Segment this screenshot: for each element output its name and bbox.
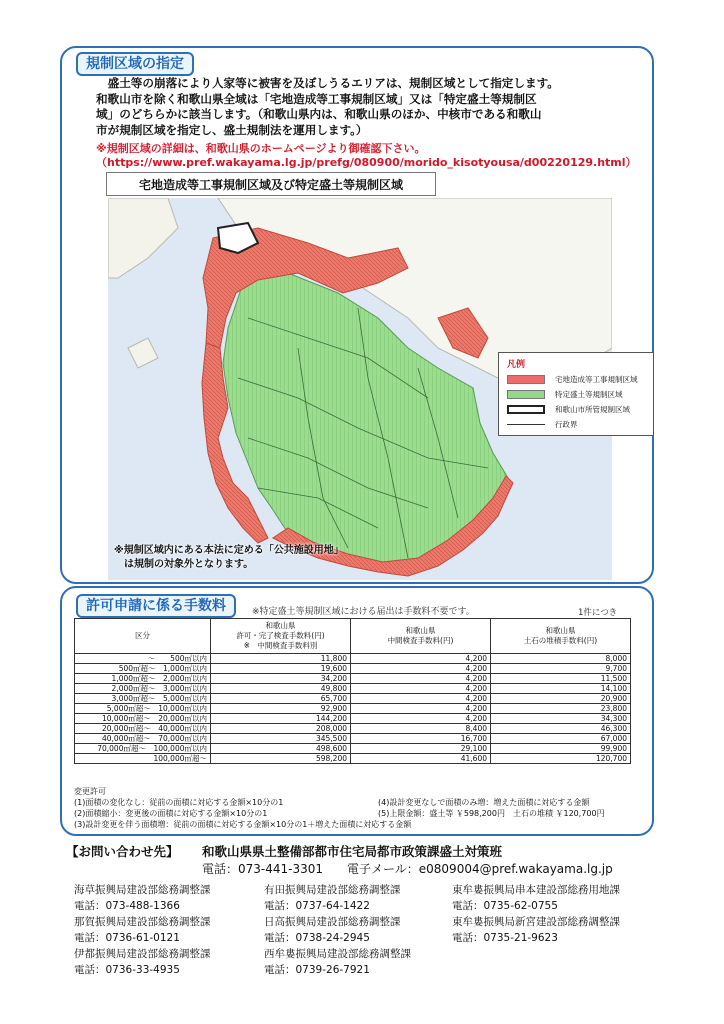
intro-text — [96, 76, 644, 138]
office-name: 那賀振興局建設部総務調整課 — [74, 916, 211, 928]
details-url[interactable]: （https://www.pref.wakayama.lg.jp/prefg/080900/morido_kisotyousa/d00220129.html） — [96, 156, 637, 169]
change-rule: (5)上限金額：盛土等 ￥598,200円 土石の堆積 ￥120,700円 — [378, 809, 605, 818]
office-tel: 電話：0736-61-0121 — [74, 932, 180, 944]
fee-soil-cell: 23,800 — [491, 704, 631, 714]
legend-label: 行政界 — [555, 419, 578, 429]
fee-interim-cell: 4,200 — [351, 654, 491, 664]
fee-soil-cell: 46,300 — [491, 724, 631, 734]
intro-line: 市が規制区域を指定し、盛土規制法を運用します。） — [96, 122, 368, 137]
fee-permit-cell: 49,800 — [211, 684, 351, 694]
office-tel: 電話：0737-64-1422 — [264, 900, 370, 912]
fee-table-row — [75, 724, 631, 734]
office-tel: 電話：0735-21-9623 — [452, 932, 558, 944]
intro-line: 域」のどちらかに該当します。（和歌山県内は、和歌山県のほか、中核市である和歌山 — [96, 107, 542, 121]
fee-soil-cell: 20,900 — [491, 694, 631, 704]
fee-range-cell: 100,000㎡超～ — [75, 754, 211, 764]
fee-table-row — [75, 684, 631, 694]
header-interim-fee: 和歌山県 中間検査手数料(円) — [351, 619, 491, 654]
contact-heading: 【お問い合わせ先】 — [66, 844, 179, 859]
office-column — [74, 882, 211, 978]
office-name: 有田振興局建設部総務調整課 — [264, 884, 401, 896]
map-note-line: ※規制区域内にある本法に定める「公共施設用地」 — [114, 545, 344, 556]
regulation-map — [108, 198, 638, 580]
office-tel: 電話：0739-26-7921 — [264, 964, 370, 976]
fee-soil-cell: 14,100 — [491, 684, 631, 694]
fee-permit-cell: 345,500 — [211, 734, 351, 744]
legend-item-residential — [507, 373, 638, 385]
fee-soil-cell: 8,000 — [491, 654, 631, 664]
header-soil-fee: 和歌山県 土石の堆積手数料(円) — [491, 619, 631, 654]
fee-permit-cell: 92,900 — [211, 704, 351, 714]
fee-permit-cell: 498,600 — [211, 744, 351, 754]
header-permit-fee: 和歌山県 許可・完了検査手数料(円) ※ 中間検査手数料別 — [211, 619, 351, 654]
fee-range-cell: 10,000㎡超～ 20,000㎡以内 — [75, 714, 211, 724]
fee-table-row — [75, 714, 631, 724]
map-note-line: は規制の対象外となります。 — [114, 559, 254, 570]
fee-range-cell: 3,000㎡超～ 5,000㎡以内 — [75, 694, 211, 704]
office-tel: 電話：0738-24-2945 — [264, 932, 370, 944]
office-name: 東牟婁振興局串本建設部総務用地課 — [452, 884, 620, 896]
fee-table-row — [75, 754, 631, 764]
fee-table-row — [75, 744, 631, 754]
fee-permit-cell: 19,600 — [211, 664, 351, 674]
legend-item-boundary — [507, 418, 578, 430]
change-permit-notes — [74, 786, 634, 830]
fee-soil-cell: 120,700 — [491, 754, 631, 764]
fee-permit-cell: 144,200 — [211, 714, 351, 724]
fee-permit-cell: 11,800 — [211, 654, 351, 664]
fee-interim-cell: 8,400 — [351, 724, 491, 734]
map-legend — [498, 352, 654, 436]
fee-interim-cell: 41,600 — [351, 754, 491, 764]
header-category: 区分 — [75, 619, 211, 654]
fee-interim-cell: 4,200 — [351, 674, 491, 684]
fee-table-row — [75, 654, 631, 664]
legend-item-wakayama-city — [507, 403, 630, 415]
fee-table-row — [75, 704, 631, 714]
legend-label: 特定盛土等規制区域 — [555, 389, 623, 399]
office-name: 日高振興局建設部総務調整課 — [264, 916, 401, 928]
change-rule: (2)面積縮小：変更後の面積に対応する金額×10分の1 — [74, 809, 268, 818]
fee-table-row — [75, 664, 631, 674]
legend-label: 和歌山市所管規制区域 — [555, 404, 630, 414]
contact-phone-email: 電話：073-441-3301 電子メール：e0809004@pref.wakayama.lg.jp — [202, 862, 613, 876]
per-case-label: 1件につき — [578, 608, 618, 618]
section-title-regulation: 規制区域の指定 — [76, 52, 194, 76]
office-column — [264, 882, 411, 978]
office-column — [452, 882, 620, 946]
fee-interim-cell: 4,200 — [351, 704, 491, 714]
office-tel: 電話：0735-62-0755 — [452, 900, 558, 912]
section-title-fees: 許可申請に係る手数料 — [76, 594, 236, 618]
fee-interim-cell: 4,200 — [351, 714, 491, 724]
fee-interim-cell: 16,700 — [351, 734, 491, 744]
office-tel: 電話：0736-33-4935 — [74, 964, 180, 976]
change-rule: (4)設計変更なしで面積のみ増：増えた面積に対応する金額 — [378, 798, 590, 807]
legend-swatch-red — [507, 375, 545, 384]
office-name: 西牟婁振興局建設部総務調整課 — [264, 948, 411, 960]
fee-interim-cell: 4,200 — [351, 684, 491, 694]
change-rule: (1)面積の変化なし：従前の面積に対応する金額×10分の1 — [74, 798, 284, 807]
legend-swatch-green — [507, 390, 545, 399]
map-title: 宅地造成等工事規制区域及び特定盛土等規制区域 — [106, 172, 436, 196]
office-name: 海草振興局建設部総務調整課 — [74, 884, 211, 896]
fee-range-cell: 500㎡超～ 1,000㎡以内 — [75, 664, 211, 674]
fee-range-cell: 2,000㎡超～ 3,000㎡以内 — [75, 684, 211, 694]
fee-panel — [60, 586, 654, 836]
legend-label: 宅地造成等工事規制区域 — [555, 374, 638, 384]
legend-swatch-line — [507, 424, 545, 425]
fee-interim-cell: 4,200 — [351, 664, 491, 674]
intro-line: 盛土等の崩落により人家等に被害を及ぼしうるエリアは、規制区域として指定します。 — [96, 76, 559, 90]
details-note-line: ※規制区域の詳細は、和歌山県のホームページより御確認下さい。 — [96, 142, 426, 155]
fee-table — [74, 618, 631, 764]
details-note — [96, 142, 637, 170]
fee-table-row — [75, 694, 631, 704]
intro-line: 和歌山市を除く和歌山県全域は「宅地造成等工事規制区域」又は「特定盛土等規制区 — [96, 91, 537, 106]
fee-interim-cell: 29,100 — [351, 744, 491, 754]
fee-table-header — [75, 619, 631, 654]
legend-swatch-outline — [507, 405, 545, 414]
office-name: 伊都振興局建設部総務調整課 — [74, 948, 211, 960]
fee-range-cell: 20,000㎡超～ 40,000㎡以内 — [75, 724, 211, 734]
fee-table-row — [75, 674, 631, 684]
legend-item-specified — [507, 388, 623, 400]
change-title: 変更許可 — [74, 787, 106, 796]
fee-soil-cell: 99,900 — [491, 744, 631, 754]
fee-permit-cell: 34,200 — [211, 674, 351, 684]
fee-note: ※特定盛土等規制区域における届出は手数料不要です。 — [252, 607, 475, 617]
fee-soil-cell: 11,500 — [491, 674, 631, 684]
fee-range-cell: ～ 500㎡以内 — [75, 654, 211, 664]
fee-range-cell: 1,000㎡超～ 2,000㎡以内 — [75, 674, 211, 684]
office-name: 東牟婁振興局新宮建設部総務調整課 — [452, 916, 620, 928]
fee-permit-cell: 598,200 — [211, 754, 351, 764]
fee-table-row — [75, 734, 631, 744]
change-rule: (3)設計変更を伴う面積増：従前の面積に対応する金額×10分の1＋増えた面積に対応する金額 — [74, 820, 412, 829]
legend-title: 凡例 — [507, 360, 526, 370]
map-note — [114, 544, 344, 572]
office-tel: 電話：073-488-1366 — [74, 900, 180, 912]
fee-soil-cell: 67,000 — [491, 734, 631, 744]
fee-permit-cell: 208,000 — [211, 724, 351, 734]
fee-range-cell: 70,000㎡超～ 100,000㎡以内 — [75, 744, 211, 754]
regulation-area-panel — [60, 46, 654, 584]
contact-main-office: 和歌山県県土整備部都市住宅局都市政策課盛土対策班 — [202, 844, 503, 859]
fee-soil-cell: 9,700 — [491, 664, 631, 674]
fee-range-cell: 5,000㎡超～ 10,000㎡以内 — [75, 704, 211, 714]
fee-interim-cell: 4,200 — [351, 694, 491, 704]
fee-soil-cell: 34,300 — [491, 714, 631, 724]
fee-permit-cell: 65,700 — [211, 694, 351, 704]
fee-range-cell: 40,000㎡超～ 70,000㎡以内 — [75, 734, 211, 744]
